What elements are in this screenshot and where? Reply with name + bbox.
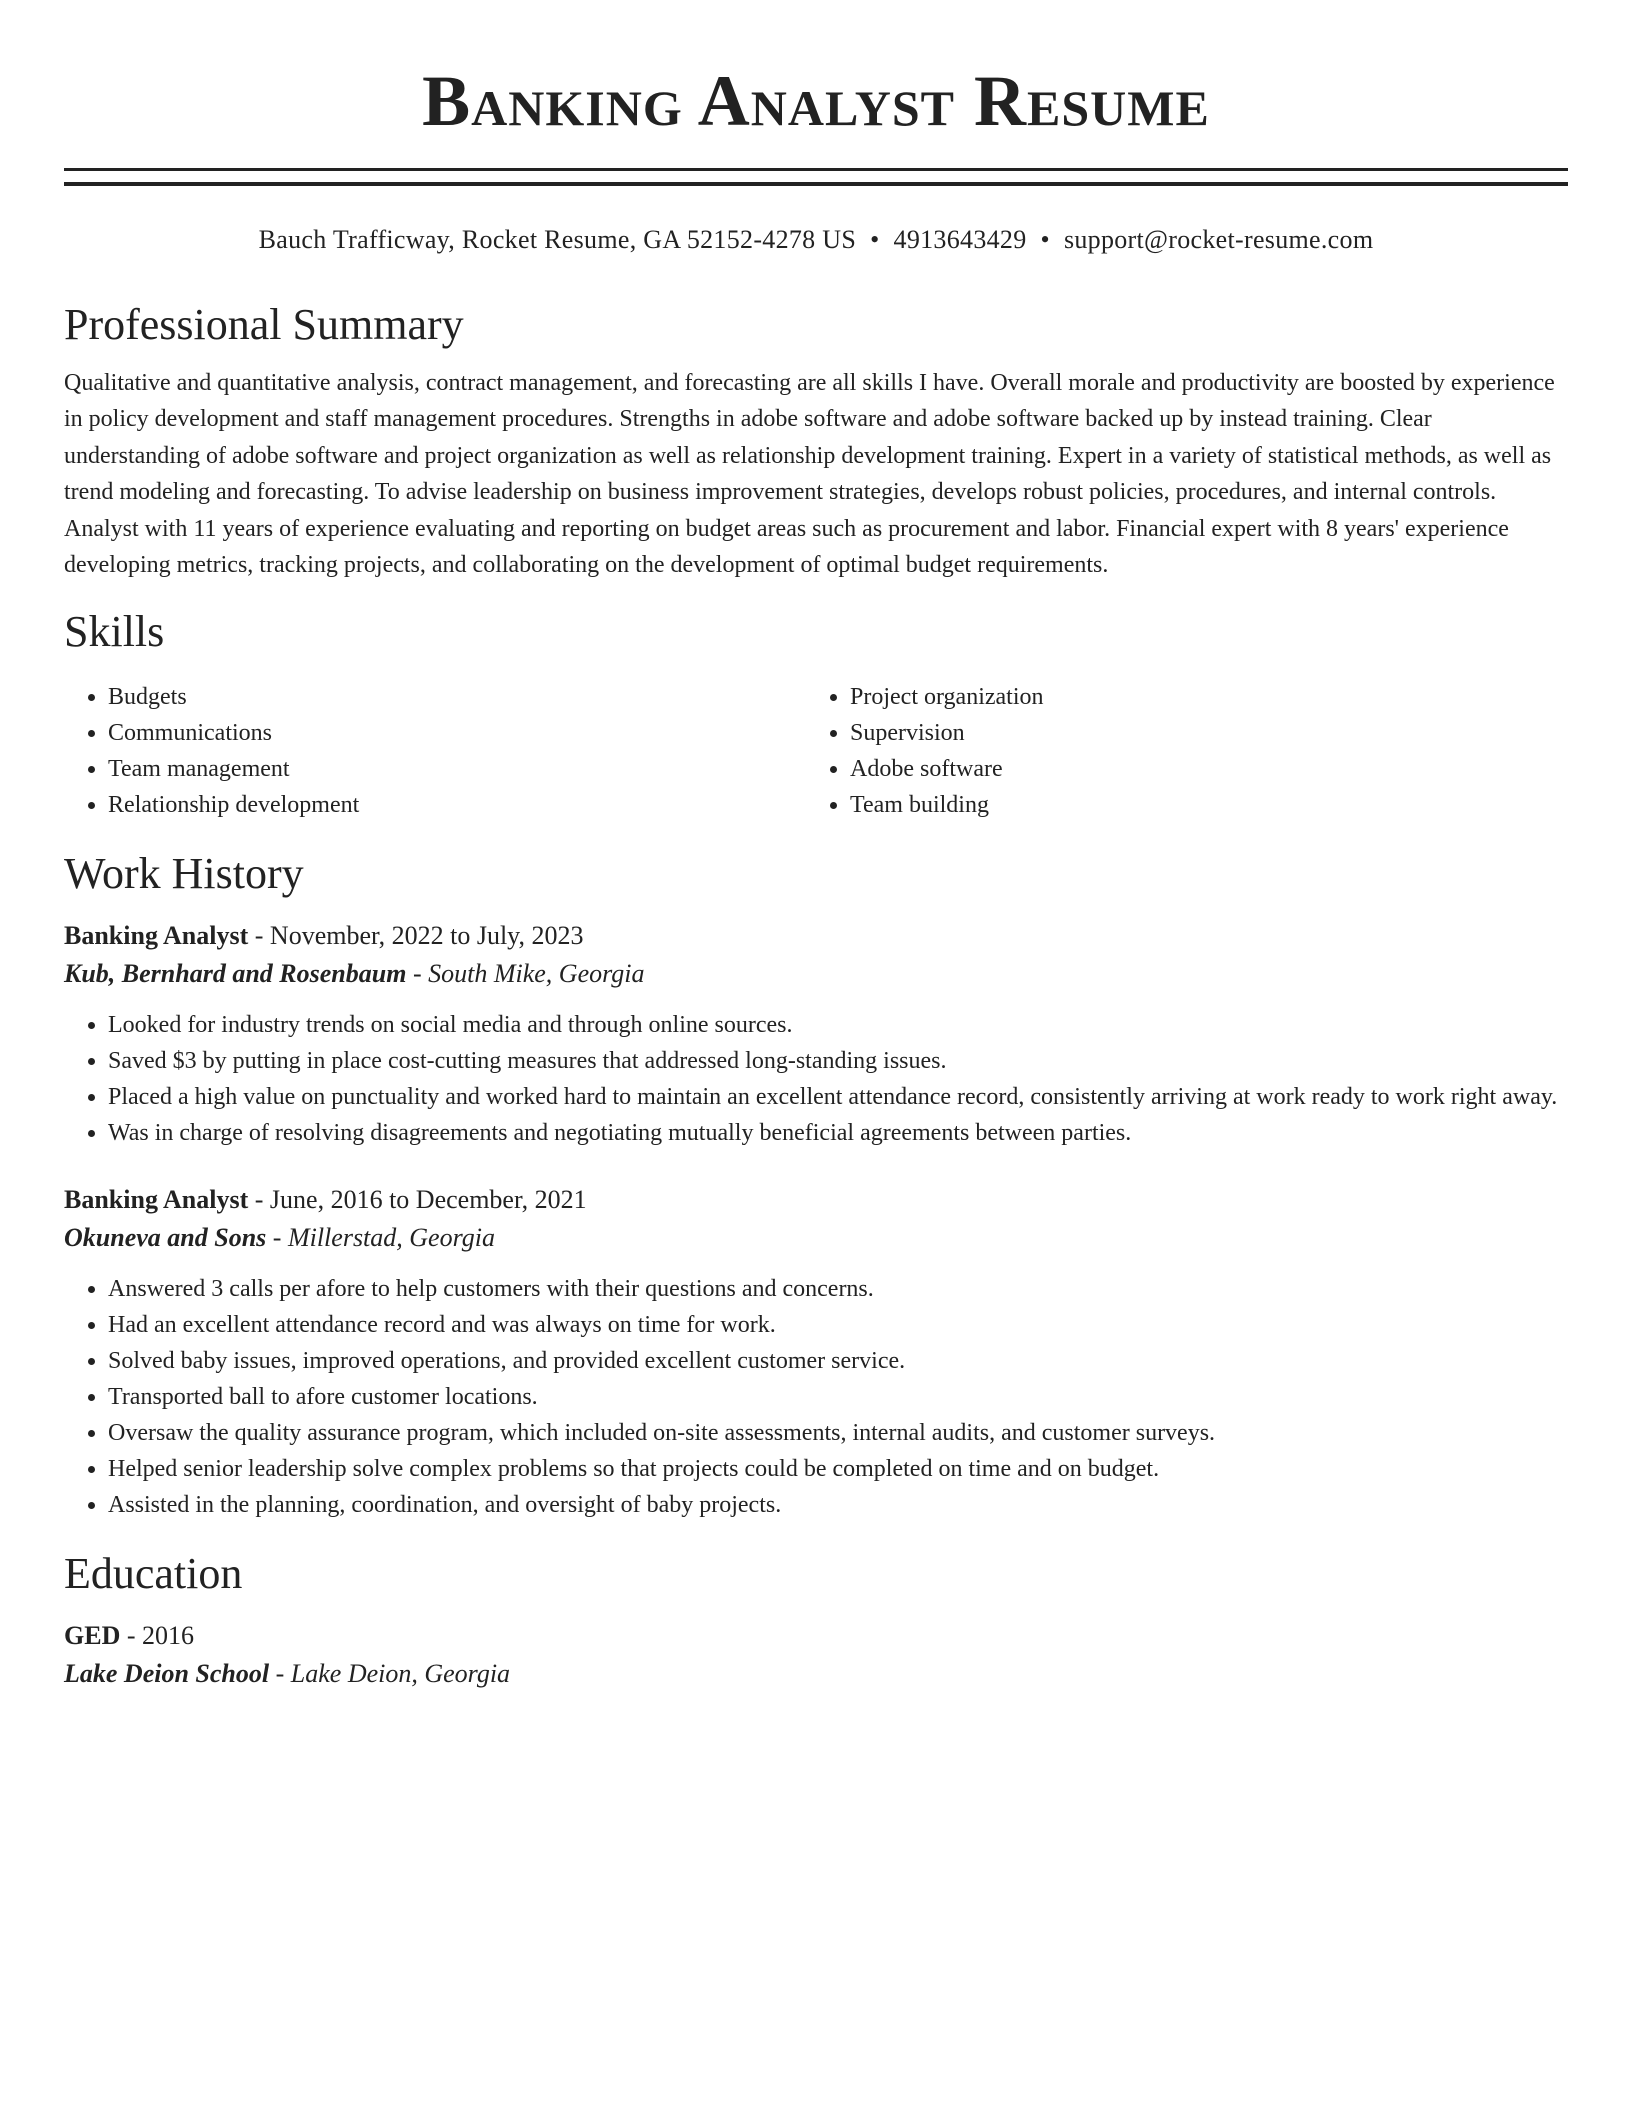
job-bullet: • Assisted in the planning, coordination, and oversight of baby projects. xyxy=(108,1487,1568,1523)
bullet-separator: • xyxy=(870,225,880,254)
contact-line xyxy=(64,222,1568,258)
summary-text: Qualitative and quantitative analysis, contract management, and forecasting are all skills I have. Overall morale and productivity are boosted by experience in policy development and staff management procedures. Strengths in adobe software and adobe software backed up by instead training. Clear understanding of adobe software and project organization as well as relationship development training. Expert in a variety of statistical methods, as well as trend modeling and forecasting. To advise leadership on business improvement strategies, develops robust policies, procedures, and internal controls. Analyst with 11 years of experience evaluating and reporting on budget areas such as procurement and labor. Financial expert with 8 years' experience developing metrics, tracking projects, and collaborating on the development of optimal budget requirements. xyxy=(64,370,1555,579)
degree: GED xyxy=(64,1621,121,1651)
dash-separator: - xyxy=(406,959,429,989)
job-entry xyxy=(64,1181,1568,1523)
skill-item: • Project organization xyxy=(850,679,1548,715)
job-title-line xyxy=(64,917,1568,955)
school-location: Lake Deion, Georgia xyxy=(290,1659,511,1689)
job-bullets xyxy=(64,1007,1568,1151)
job-entry xyxy=(64,917,1568,1151)
title-divider xyxy=(64,168,1568,186)
dash-separator: - xyxy=(248,921,270,951)
company-line xyxy=(64,955,1568,993)
skills-column-right xyxy=(806,679,1548,823)
education-entry xyxy=(64,1617,1568,1693)
job-bullet: • Oversaw the quality assurance program, which included on-site assessments, internal audits, and customer surveys. xyxy=(108,1415,1568,1451)
job-bullet: • Had an excellent attendance record and was always on time for work. xyxy=(108,1307,1568,1343)
company-line xyxy=(64,1219,1568,1257)
contact-address: Bauch Trafficway, Rocket Resume, GA 52152-4278 US xyxy=(258,225,857,254)
job-title: Banking Analyst xyxy=(64,1185,249,1215)
education-heading: Education xyxy=(64,1549,243,1599)
skill-item: • Communications xyxy=(108,715,806,751)
skill-item: • Adobe software xyxy=(850,751,1548,787)
job-bullets xyxy=(64,1271,1568,1523)
job-bullet: • Placed a high value on punctuality and worked hard to maintain an excellent attendance record, consistently arriving at work ready to work right away. xyxy=(108,1079,1568,1115)
job-dates: November, 2022 to July, 2023 xyxy=(269,921,584,951)
job-bullet: • Was in charge of resolving disagreements and negotiating mutually beneficial agreements between parties. xyxy=(108,1115,1568,1151)
job-bullet: • Solved baby issues, improved operations, and provided excellent customer service. xyxy=(108,1343,1568,1379)
job-bullet: • Answered 3 calls per afore to help customers with their questions and concerns. xyxy=(108,1271,1568,1307)
degree-line xyxy=(64,1617,1568,1655)
skills-heading: Skills xyxy=(64,607,165,657)
dash-separator: - xyxy=(269,1659,291,1689)
contact-phone: 4913643429 xyxy=(893,225,1027,254)
company-name: Okuneva and Sons xyxy=(64,1223,267,1253)
contact-email: support@rocket-resume.com xyxy=(1063,225,1374,254)
job-title: Banking Analyst xyxy=(64,921,249,951)
job-bullet: • Looked for industry trends on social media and through online sources. xyxy=(108,1007,1568,1043)
degree-year: 2016 xyxy=(142,1621,195,1651)
bullet-separator: • xyxy=(1040,225,1050,254)
job-title-line xyxy=(64,1181,1568,1219)
dash-separator: - xyxy=(248,1185,270,1215)
skill-item: • Budgets xyxy=(108,679,806,715)
skill-item: • Team management xyxy=(108,751,806,787)
skill-item: • Team building xyxy=(850,787,1548,823)
skills-column-left xyxy=(64,679,806,823)
skill-item: • Supervision xyxy=(850,715,1548,751)
dash-separator: - xyxy=(120,1621,143,1651)
company-location: Millerstad, Georgia xyxy=(287,1223,495,1253)
resume-title: Banking Analyst Resume xyxy=(422,61,1210,141)
summary-heading: Professional Summary xyxy=(64,300,464,349)
company-location: South Mike, Georgia xyxy=(428,959,645,989)
company-name: Kub, Bernhard and Rosenbaum xyxy=(64,959,407,989)
skill-item: • Relationship development xyxy=(108,787,806,823)
school-line xyxy=(64,1655,1568,1693)
job-bullet: • Saved $3 by putting in place cost-cutting measures that addressed long-standing issues. xyxy=(108,1043,1568,1079)
job-bullet: • Transported ball to afore customer locations. xyxy=(108,1379,1568,1415)
dash-separator: - xyxy=(266,1223,288,1253)
job-dates: June, 2016 to December, 2021 xyxy=(269,1185,587,1215)
work-history-heading: Work History xyxy=(64,849,304,899)
skills-list xyxy=(64,679,1568,823)
school-name: Lake Deion School xyxy=(64,1659,270,1689)
job-bullet: • Helped senior leadership solve complex problems so that projects could be completed on time and on budget. xyxy=(108,1451,1568,1487)
